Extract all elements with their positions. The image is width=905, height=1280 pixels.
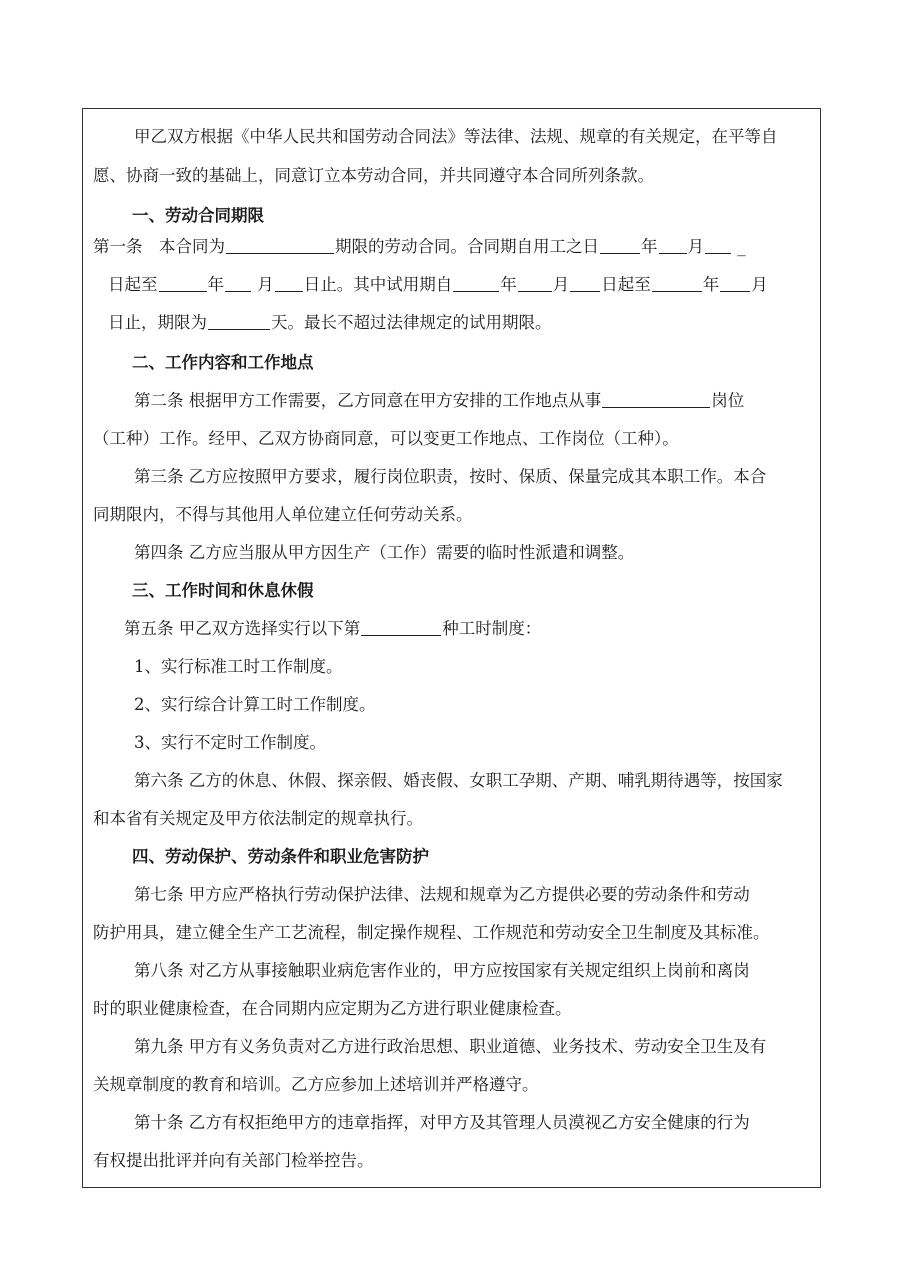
year-label: 年 [207, 275, 224, 294]
end-day-blank [275, 275, 303, 292]
probation-limit-text: 天。最长不超过法律规定的试用期限。 [271, 313, 552, 332]
probation-text: 日止。其中试用期自 [303, 275, 453, 294]
article-10-line-1: 第十条 乙方有权拒绝甲方的违章指挥，对甲方及其管理人员漠视乙方安全健康的行为 [134, 1113, 750, 1132]
article-4: 第四条 乙方应当服从甲方因生产（工作）需要的临时性派遣和调整。 [134, 543, 635, 562]
end-month-blank [225, 275, 251, 292]
position-label: 岗位 [711, 391, 745, 410]
probation-end-year-blank [652, 275, 702, 292]
article-6-line-1: 第六条 乙方的休息、休假、探亲假、婚丧假、女职工孕期、产期、哺乳期待遇等，按国家 [134, 771, 783, 790]
year-label: 年 [500, 275, 517, 294]
hours-option-3: 3、实行不定时工作制度。 [134, 733, 326, 752]
article-8-line-2: 时的职业健康检查，在合同期内应定期为乙方进行职业健康检查。 [93, 999, 572, 1018]
month-label: 月 [751, 275, 768, 294]
probation-start-day-blank [570, 275, 600, 292]
start-day-blank [705, 237, 731, 254]
year-label: 年 [641, 237, 658, 256]
intro-line-1: 甲乙双方根据《中华人民共和国劳动合同法》等法律、法规、规章的有关规定，在平等自 [134, 127, 778, 146]
article-7-line-2: 防护用具，建立健全生产工艺流程，制定操作规程、工作规范和劳动安全卫生制度及其标准。 [93, 923, 770, 942]
article-1-line-3 [108, 312, 552, 334]
underscore-mark: _ [737, 237, 746, 256]
probation-start-month-blank [518, 275, 552, 292]
article-1-text: 第一条 本合同为 [93, 237, 225, 256]
article-1-line-2 [108, 274, 768, 296]
article-5 [124, 618, 541, 640]
term-blank [226, 237, 334, 254]
section-1-heading: 一、劳动合同期限 [132, 206, 264, 225]
position-blank [602, 391, 710, 408]
article-2-text: 第二条 根据甲方工作需要，乙方同意在甲方安排的工作地点从事 [134, 391, 602, 410]
section-4-heading: 四、劳动保护、劳动条件和职业危害防护 [132, 847, 429, 866]
article-3-line-2: 同期限内，不得与其他用人单位建立任何劳动关系。 [93, 505, 473, 524]
start-year-blank [600, 237, 640, 254]
probation-end-text: 日止，期限为 [108, 313, 207, 332]
day-from-label: 日起至 [601, 275, 651, 294]
article-1-text: 期限的劳动合同。合同期自用工之日 [335, 237, 599, 256]
intro-line-2: 愿、协商一致的基础上，同意订立本劳动合同，并共同遵守本合同所列条款。 [93, 166, 654, 185]
hours-option-1: 1、实行标准工时工作制度。 [134, 657, 343, 676]
article-9-line-1: 第九条 甲方有义务负责对乙方进行政治思想、职业道德、业务技术、劳动安全卫生及有 [134, 1037, 767, 1056]
article-5-text: 第五条 甲乙双方选择实行以下第 [124, 619, 361, 638]
article-6-line-2: 和本省有关规定及甲方依法制定的规章执行。 [93, 809, 423, 828]
article-7-line-1: 第七条 甲方应严格执行劳动保护法律、法规和规章为乙方提供必要的劳动条件和劳动 [134, 885, 750, 904]
article-9-line-2: 关规章制度的教育和培训。乙方应参加上述培训并严格遵守。 [93, 1075, 539, 1094]
article-10-line-2: 有权提出批评并向有关部门检举控告。 [93, 1151, 374, 1170]
hours-system-blank [361, 619, 441, 636]
month-label: 月 [552, 275, 570, 294]
article-5-text: 种工时制度： [442, 619, 542, 638]
probation-start-year-blank [453, 275, 499, 292]
article-2-line-1 [134, 390, 744, 412]
probation-days-blank [208, 313, 270, 330]
month-label: 月 [257, 275, 274, 294]
article-1-line-1 [93, 236, 746, 258]
start-month-blank [659, 237, 687, 254]
day-from-label: 日起至 [108, 275, 158, 294]
probation-end-month-blank [720, 275, 750, 292]
section-3-heading: 三、工作时间和休息休假 [132, 581, 314, 600]
article-8-line-1: 第八条 对乙方从事接触职业病危害作业的，甲方应按国家有关规定组织上岗前和离岗 [134, 961, 750, 980]
end-year-blank [159, 275, 207, 292]
year-label: 年 [702, 275, 720, 294]
contract-frame [82, 108, 821, 1188]
month-label: 月 [687, 237, 704, 256]
article-3-line-1: 第三条 乙方应按照甲方要求，履行岗位职责，按时、保质、保量完成其本职工作。本合 [134, 467, 767, 486]
section-2-heading: 二、工作内容和工作地点 [132, 353, 314, 372]
hours-option-2: 2、实行综合计算工时工作制度。 [134, 695, 376, 714]
article-2-line-2: （工种）工作。经甲、乙双方协商同意，可以变更工作地点、工作岗位（工种）。 [93, 429, 679, 448]
